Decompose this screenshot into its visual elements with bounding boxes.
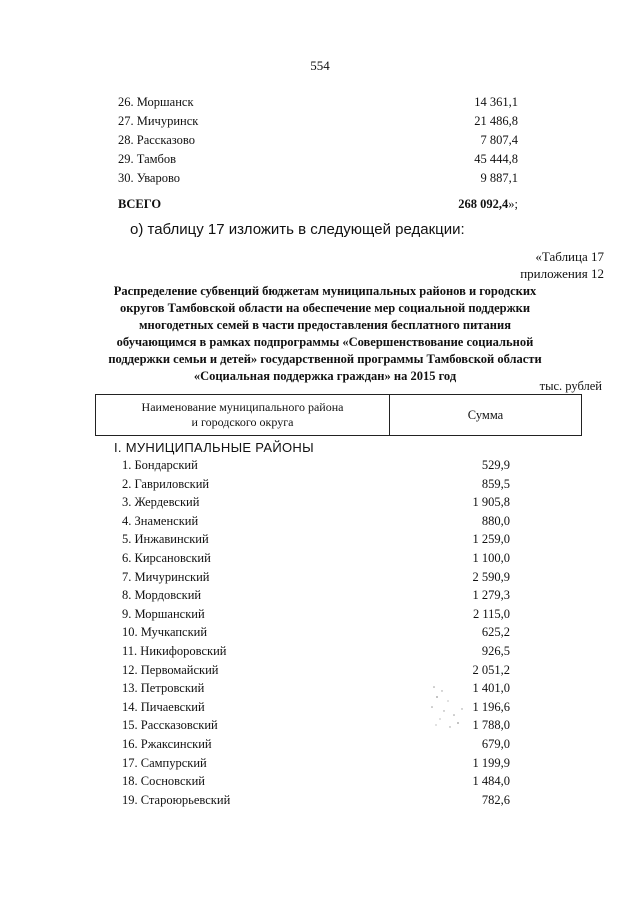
- row-value: 2 590,9: [472, 569, 510, 584]
- row-name: 4. Знаменский: [122, 513, 199, 528]
- table-row: [0, 698, 640, 717]
- total-value: 268 092,4: [458, 197, 509, 211]
- title-line: многодетных семей в части предоставления бесплатного питания: [139, 318, 511, 332]
- previous-table: [118, 93, 518, 214]
- previous-table-row: [118, 150, 518, 169]
- header-name-line: и городского округа: [191, 415, 294, 429]
- units-label: тыс. рублей: [539, 379, 602, 393]
- row-name: 1. Бондарский: [122, 458, 198, 472]
- row-name: 2. Гавриловский: [122, 476, 210, 491]
- previous-table-row: [118, 93, 518, 112]
- page-number: 554: [310, 58, 330, 73]
- section-title: I. МУНИЦИПАЛЬНЫЕ РАЙОНЫ: [114, 440, 314, 455]
- table-row: [0, 716, 640, 735]
- row-name: 17. Сампурский: [122, 755, 207, 770]
- title-line: обучающимся в рамках подпрограммы «Совершенствование социальной: [116, 335, 534, 349]
- total-label: ВСЕГО: [118, 197, 162, 211]
- table-header: [95, 394, 582, 436]
- row-name: 11. Никифоровский: [122, 643, 227, 658]
- row-name: 7. Мичуринский: [122, 569, 210, 584]
- header-sum-column: Сумма: [467, 407, 504, 422]
- row-value: 1 196,6: [472, 699, 510, 714]
- row-name: 15. Рассказовский: [122, 718, 218, 733]
- row-name: 19. Староюрьевский: [122, 792, 231, 807]
- row-value: 880,0: [481, 513, 510, 528]
- table-row: [0, 791, 640, 810]
- row-value: 1 401,0: [472, 681, 510, 696]
- table-row: [0, 735, 640, 754]
- row-value: 782,6: [481, 792, 510, 807]
- table-row: [0, 475, 640, 494]
- districts-table: [0, 456, 640, 809]
- row-value: 1 788,0: [472, 718, 510, 733]
- row-value: 2 115,0: [472, 606, 510, 621]
- table-title: [90, 283, 560, 385]
- row-name: 16. Ржаксинский: [122, 736, 212, 751]
- previous-table-total: [118, 195, 518, 214]
- table-row: [0, 623, 640, 642]
- row-value: 1 279,3: [472, 588, 510, 603]
- table-row: [0, 549, 640, 568]
- row-value: 45 444,8: [474, 152, 518, 166]
- table-reference-line: «Таблица 17: [535, 249, 604, 264]
- instruction-text: о) таблицу 17 изложить в следующей редакции:: [130, 221, 465, 238]
- table-row: [0, 605, 640, 624]
- table-row: [0, 568, 640, 587]
- row-name: 29. Тамбов: [118, 152, 177, 166]
- row-value: 7 807,4: [480, 133, 518, 147]
- header-name-column: [96, 395, 390, 435]
- row-name: 26. Моршанск: [118, 95, 194, 109]
- header-name-line: Наименование муниципального района: [141, 400, 344, 414]
- row-value: 679,0: [481, 736, 510, 751]
- row-value: 1 905,8: [472, 495, 510, 510]
- table-row: [0, 530, 640, 549]
- total-suffix: »;: [508, 197, 518, 211]
- table-row: [0, 456, 640, 475]
- table-reference-line: приложения 12: [520, 266, 604, 281]
- row-value: 1 259,0: [472, 532, 510, 547]
- title-line: «Социальная поддержка граждан» на 2015 год: [193, 369, 457, 383]
- row-name: 27. Мичуринск: [118, 114, 199, 128]
- title-line: поддержки семьи и детей» государственной программы Тамбовской области: [108, 352, 542, 366]
- row-name: 5. Инжавинский: [122, 532, 209, 547]
- row-value: 2 051,2: [472, 662, 510, 677]
- table-row: [0, 512, 640, 531]
- previous-table-row: [118, 169, 518, 188]
- table-row: [0, 642, 640, 661]
- title-line: Распределение субвенций бюджетам муниципальных районов и городских: [113, 284, 537, 298]
- total-value-wrap: [458, 195, 518, 214]
- row-value: 1 199,9: [472, 755, 510, 770]
- row-name: 14. Пичаевский: [122, 699, 205, 714]
- table-row: [0, 661, 640, 680]
- row-value: 9 887,1: [480, 171, 518, 185]
- row-value: 14 361,1: [474, 95, 518, 109]
- row-name: 6. Кирсановский: [122, 550, 211, 565]
- row-value: 625,2: [481, 625, 510, 640]
- table-reference: [520, 248, 604, 282]
- row-value: 1 100,0: [472, 550, 510, 565]
- title-line: округов Тамбовской области на обеспечение мер социальной поддержки: [119, 301, 531, 315]
- row-value: 859,5: [481, 476, 510, 491]
- table-row: [0, 586, 640, 605]
- row-value: 1 484,0: [472, 774, 510, 789]
- table-row: [0, 679, 640, 698]
- table-row: [0, 772, 640, 791]
- previous-table-row: [118, 131, 518, 150]
- row-name: 18. Сосновский: [122, 774, 205, 789]
- row-name: 3. Жердевский: [122, 495, 200, 510]
- row-name: 9. Моршанский: [122, 606, 205, 621]
- row-value: 926,5: [481, 643, 510, 658]
- row-name: 10. Мучкапский: [122, 625, 208, 640]
- row-name: 8. Мордовский: [122, 588, 202, 603]
- row-name: 30. Уварово: [118, 171, 181, 185]
- row-value: 21 486,8: [474, 114, 518, 128]
- row-value: 529,9: [481, 458, 510, 472]
- scan-noise-marks: [428, 683, 468, 733]
- row-name: 13. Петровский: [122, 681, 205, 696]
- row-name: 12. Первомайский: [122, 662, 219, 677]
- previous-table-row: [118, 112, 518, 131]
- table-row: [0, 493, 640, 512]
- table-row: [0, 754, 640, 773]
- row-name: 28. Рассказово: [118, 133, 195, 147]
